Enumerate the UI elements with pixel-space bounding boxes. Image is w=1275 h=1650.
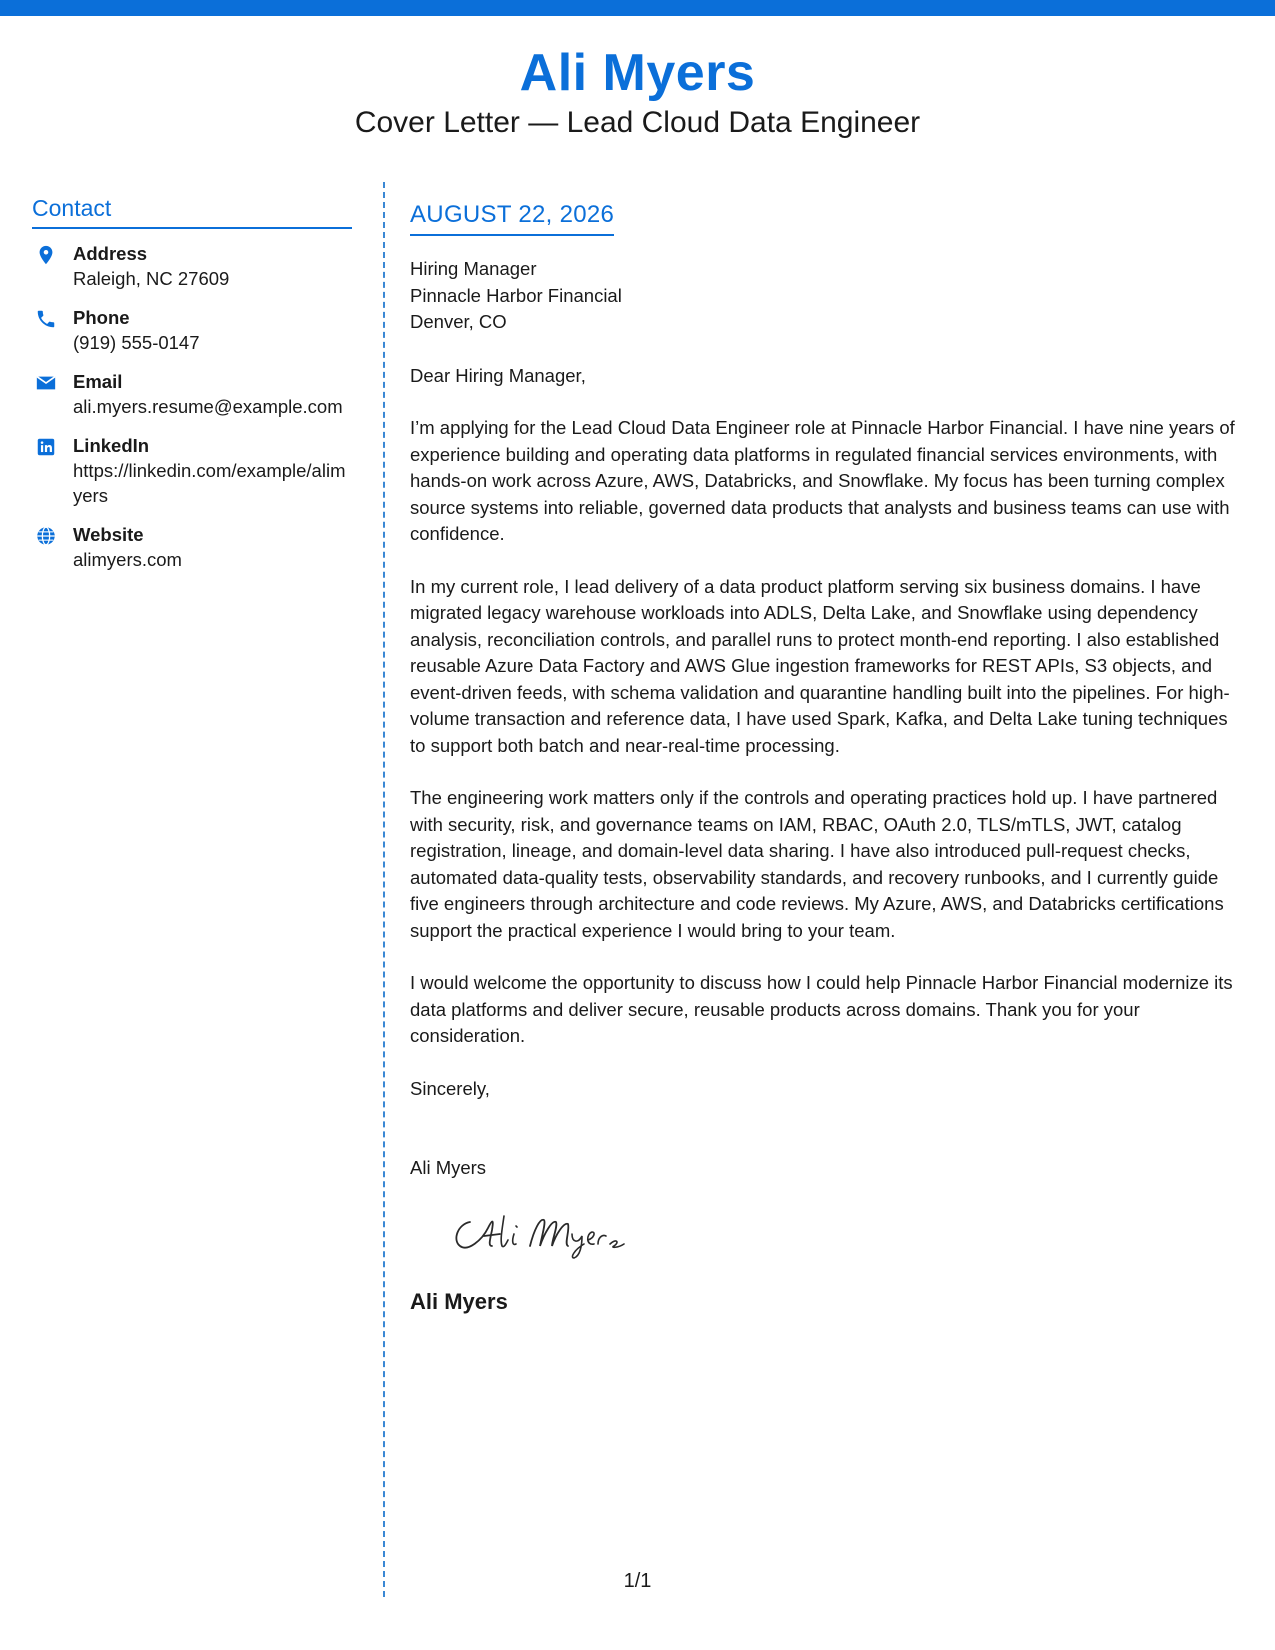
letter-paragraph: The engineering work matters only if the controls and operating practices hold up. I have partnered with security, risk, and governance teams on IAM, RBAC, OAuth 2.0, TLS/mTLS, JWT, catalog registration, lineage, and domain-level data sharing. I have also introduced pull-request checks, automated data-quality tests, observability standards, and recovery runbooks, and I currently guide five engineers through architecture and code reviews. My Azure, AWS, and Databricks certifications support the practical experience I would bring to your team. <box>410 787 1224 941</box>
location-pin-icon <box>35 244 57 266</box>
globe-icon <box>35 525 57 547</box>
linkedin-icon <box>35 436 57 458</box>
contact-item-address <box>32 241 352 291</box>
letter-paragraph: In my current role, I lead delivery of a data product platform serving six business domains. I have migrated legacy warehouse workloads into ADLS, Delta Lake, and Snowflake using dependency analysis, reconciliation controls, and parallel runs to protect month-end reporting. I also established reusable Azure Data Factory and AWS Glue ingestion frameworks for REST APIs, S3 objects, and event-driven feeds, with schema validation and quarantine handling built into the pipelines. For high-volume transaction and reference data, I have used Spark, Kafka, and Delta Lake tuning techniques to support both batch and near-real-time processing. <box>410 575 1230 756</box>
contact-label: Address <box>73 243 148 264</box>
handwritten-signature <box>448 1200 648 1260</box>
recipient-line: Denver, CO <box>410 311 507 332</box>
contact-heading: Contact <box>32 193 352 229</box>
signed-name: Ali Myers <box>410 1289 508 1314</box>
recipient-line: Pinnacle Harbor Financial <box>410 284 622 306</box>
column-divider <box>383 182 385 1597</box>
phone-icon <box>35 308 57 330</box>
recipient-line: Hiring Manager <box>410 258 537 279</box>
contact-label: Phone <box>73 307 130 328</box>
letter-paragraph: I’m applying for the Lead Cloud Data Engineer role at Pinnacle Harbor Financial. I have nine years of experience building and operating data platforms in regulated financial services environments, with hands-on work across Azure, AWS, Databricks, and Snowflake. My focus has been turning complex source systems into reliable, governed data products that analysts and business teams can use with confidence. <box>410 417 1235 544</box>
email-icon <box>35 372 57 394</box>
contact-list <box>32 241 352 572</box>
contact-item-phone <box>32 305 352 355</box>
document-subtitle: Cover Letter — Lead Cloud Data Engineer <box>354 106 921 139</box>
typed-name: Ali Myers <box>410 1157 487 1178</box>
page-number: 1/1 <box>623 1570 652 1592</box>
contact-item-email <box>32 369 352 419</box>
website-value[interactable]: alimyers.com <box>73 549 182 570</box>
address-value: Raleigh, NC 27609 <box>73 268 230 289</box>
closing: Sincerely, <box>410 1077 490 1099</box>
contact-item-website <box>32 522 352 572</box>
recipient-block <box>410 256 1248 336</box>
contact-label: LinkedIn <box>73 435 150 456</box>
letter-date: AUGUST 22, 2026 <box>410 198 614 236</box>
greeting: Dear Hiring Manager, <box>410 364 586 386</box>
author-name: Ali Myers <box>519 44 756 102</box>
page-header <box>0 42 1275 142</box>
linkedin-value[interactable]: https://linkedin.com/example/alimyers <box>73 460 346 506</box>
phone-value: (919) 555-0147 <box>73 332 200 353</box>
contact-item-linkedin <box>32 433 352 508</box>
letter-body <box>410 198 1248 1317</box>
email-value[interactable]: ali.myers.resume@example.com <box>73 396 343 417</box>
letter-paragraph: I would welcome the opportunity to discuss how I could help Pinnacle Harbor Financial modernize its data platforms and deliver secure, reusable products across domains. Thank you for your consideration. <box>410 972 1233 1046</box>
contact-label: Website <box>73 524 144 545</box>
top-accent-bar <box>0 0 1275 16</box>
contact-label: Email <box>73 371 123 392</box>
contact-sidebar <box>32 193 352 586</box>
